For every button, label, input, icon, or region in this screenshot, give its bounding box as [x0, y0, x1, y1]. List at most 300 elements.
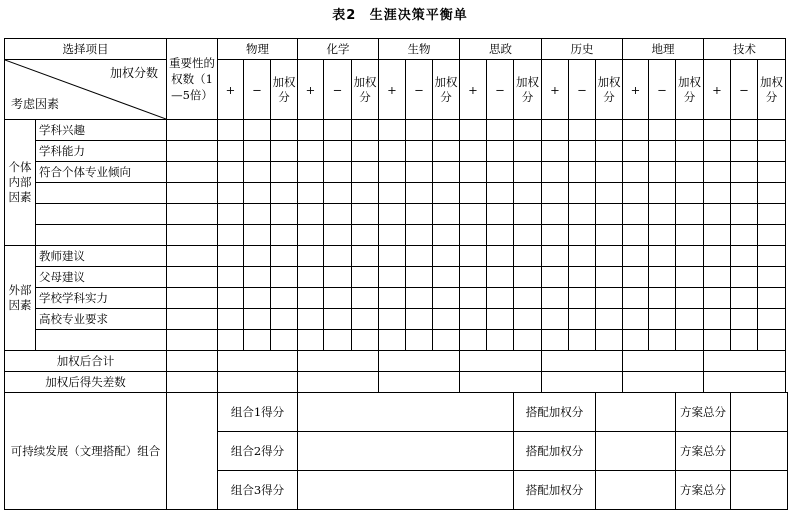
score-cell [298, 141, 324, 162]
score-cell [352, 246, 379, 267]
plan-total-label: 方案总分 [676, 393, 731, 432]
minus-header: − [244, 60, 271, 120]
subject-header: 地理 [623, 39, 704, 60]
score-cell [167, 330, 218, 351]
subject-total-cell [218, 351, 298, 372]
factor-label [36, 330, 167, 351]
score-cell [352, 225, 379, 246]
score-cell [379, 162, 406, 183]
score-cell [167, 372, 218, 393]
plan-total-cell [731, 471, 788, 510]
score-cell [271, 288, 298, 309]
score-cell [271, 162, 298, 183]
factor-row [5, 309, 788, 330]
score-cell [379, 183, 406, 204]
score-cell [379, 225, 406, 246]
score-cell [487, 225, 514, 246]
score-cell [324, 225, 352, 246]
score-cell [596, 246, 623, 267]
subject-diff-cell [218, 372, 298, 393]
score-cell [542, 183, 569, 204]
plan-total-label: 方案总分 [676, 471, 731, 510]
plus-header: + [704, 60, 731, 120]
score-cell [271, 183, 298, 204]
table-title [0, 4, 800, 23]
factor-label: 学科兴趣 [36, 120, 167, 141]
plus-header: + [542, 60, 569, 120]
score-cell [218, 330, 244, 351]
score-cell [514, 246, 542, 267]
weighted-header: 加权分 [352, 60, 379, 120]
subject-header: 思政 [460, 39, 542, 60]
score-cell [758, 204, 786, 225]
subject-total-cell [542, 351, 623, 372]
score-cell [649, 162, 676, 183]
score-cell [676, 246, 704, 267]
score-cell [218, 309, 244, 330]
score-cell [596, 120, 623, 141]
score-cell [676, 225, 704, 246]
sustainable-label: 可持续发展（文理搭配）组合 [5, 393, 167, 510]
score-cell [433, 162, 460, 183]
score-cell [704, 225, 731, 246]
score-cell [167, 120, 218, 141]
score-cell [704, 162, 731, 183]
score-cell [649, 330, 676, 351]
diagonal-header-cell [5, 60, 167, 120]
score-cell [569, 120, 596, 141]
score-cell [244, 330, 271, 351]
score-cell [244, 204, 271, 225]
score-cell [487, 309, 514, 330]
subject-total-cell [460, 351, 542, 372]
score-cell [542, 162, 569, 183]
score-cell [731, 204, 758, 225]
score-cell [324, 246, 352, 267]
minus-header: − [406, 60, 433, 120]
subject-total-cell [298, 351, 379, 372]
score-cell [352, 162, 379, 183]
score-cell [298, 267, 324, 288]
score-cell [704, 267, 731, 288]
score-cell [569, 141, 596, 162]
score-cell [352, 141, 379, 162]
select-item-header: 选择项目 [5, 39, 167, 60]
score-cell [542, 225, 569, 246]
score-cell [596, 288, 623, 309]
combo-score-cell [298, 471, 514, 510]
score-cell [460, 162, 487, 183]
score-cell [487, 120, 514, 141]
score-cell [324, 162, 352, 183]
table-number: 表2 [332, 8, 357, 23]
score-cell [758, 162, 786, 183]
score-cell [758, 120, 786, 141]
score-cell [433, 246, 460, 267]
score-cell [433, 309, 460, 330]
score-cell [514, 288, 542, 309]
score-cell [167, 183, 218, 204]
score-cell [218, 162, 244, 183]
decision-balance-table [4, 38, 788, 510]
score-cell [676, 288, 704, 309]
score-cell [731, 330, 758, 351]
score-cell [704, 246, 731, 267]
score-cell [569, 204, 596, 225]
weighted-total-label: 加权后合计 [5, 351, 167, 372]
score-cell [298, 120, 324, 141]
score-cell [676, 309, 704, 330]
external-group-label: 外部因素 [5, 246, 36, 351]
header-row [5, 39, 788, 60]
factor-label: 学校学科实力 [36, 288, 167, 309]
plus-header: + [379, 60, 406, 120]
factor-row [5, 225, 788, 246]
score-cell [487, 246, 514, 267]
score-cell [649, 288, 676, 309]
subject-total-cell [704, 351, 786, 372]
score-cell [731, 120, 758, 141]
score-cell [244, 288, 271, 309]
table-title-text: 生涯决策平衡单 [369, 8, 468, 23]
score-cell [460, 141, 487, 162]
score-cell [758, 183, 786, 204]
score-cell [649, 246, 676, 267]
score-cell [167, 393, 218, 510]
score-cell [731, 246, 758, 267]
match-weight-label: 搭配加权分 [514, 432, 596, 471]
weighted-header: 加权分 [433, 60, 460, 120]
diag-top-label: 加权分数 [109, 66, 158, 80]
subject-header: 历史 [542, 39, 623, 60]
score-cell [433, 204, 460, 225]
score-cell [596, 225, 623, 246]
score-cell [569, 162, 596, 183]
score-cell [406, 141, 433, 162]
importance-header: 重要性的权数（1—5倍） [167, 39, 218, 120]
score-cell [623, 183, 649, 204]
subject-total-cell [623, 351, 704, 372]
weighted-total-row [5, 351, 788, 372]
match-weight-cell [596, 393, 676, 432]
score-cell [218, 246, 244, 267]
score-cell [324, 309, 352, 330]
subheader-row [5, 60, 788, 120]
weighted-diff-row [5, 372, 788, 393]
plus-header: + [623, 60, 649, 120]
score-cell [271, 309, 298, 330]
score-cell [731, 141, 758, 162]
weighted-diff-label: 加权后得失差数 [5, 372, 167, 393]
weighted-header: 加权分 [596, 60, 623, 120]
score-cell [406, 288, 433, 309]
score-cell [487, 162, 514, 183]
internal-group-label: 个体内部因素 [5, 120, 36, 246]
weighted-header: 加权分 [514, 60, 542, 120]
combo-score-label: 组合3得分 [218, 471, 298, 510]
score-cell [487, 330, 514, 351]
score-cell [731, 309, 758, 330]
score-cell [731, 288, 758, 309]
factor-label: 高校专业要求 [36, 309, 167, 330]
score-cell [542, 330, 569, 351]
score-cell [271, 204, 298, 225]
score-cell [433, 330, 460, 351]
subject-header: 技术 [704, 39, 786, 60]
score-cell [218, 225, 244, 246]
score-cell [244, 309, 271, 330]
score-cell [542, 204, 569, 225]
score-cell [596, 309, 623, 330]
score-cell [758, 141, 786, 162]
score-cell [352, 330, 379, 351]
factor-label: 符合个体专业倾向 [36, 162, 167, 183]
factor-row [5, 330, 788, 351]
minus-header: − [324, 60, 352, 120]
score-cell [649, 141, 676, 162]
score-cell [676, 141, 704, 162]
score-cell [487, 288, 514, 309]
score-cell [352, 120, 379, 141]
plus-header: + [460, 60, 487, 120]
score-cell [406, 225, 433, 246]
factor-label [36, 204, 167, 225]
plan-total-label: 方案总分 [676, 432, 731, 471]
score-cell [244, 183, 271, 204]
subject-header: 化学 [298, 39, 379, 60]
score-cell [298, 246, 324, 267]
subject-header: 物理 [218, 39, 298, 60]
plus-header: + [298, 60, 324, 120]
score-cell [379, 330, 406, 351]
minus-header: − [731, 60, 758, 120]
score-cell [167, 162, 218, 183]
score-cell [244, 246, 271, 267]
score-cell [542, 120, 569, 141]
score-cell [379, 141, 406, 162]
score-cell [167, 246, 218, 267]
score-cell [218, 267, 244, 288]
score-cell [298, 330, 324, 351]
match-weight-cell [596, 432, 676, 471]
score-cell [324, 330, 352, 351]
minus-header: − [649, 60, 676, 120]
match-weight-label: 搭配加权分 [514, 393, 596, 432]
score-cell [244, 267, 271, 288]
score-cell [569, 225, 596, 246]
score-cell [244, 225, 271, 246]
match-weight-cell [596, 471, 676, 510]
score-cell [514, 225, 542, 246]
score-cell [569, 288, 596, 309]
score-cell [649, 267, 676, 288]
score-cell [676, 204, 704, 225]
score-cell [271, 120, 298, 141]
subject-total-cell [379, 351, 460, 372]
score-cell [406, 309, 433, 330]
score-cell [298, 225, 324, 246]
score-cell [244, 141, 271, 162]
score-cell [676, 267, 704, 288]
score-cell [596, 162, 623, 183]
score-cell [514, 162, 542, 183]
score-cell [623, 225, 649, 246]
score-cell [352, 288, 379, 309]
score-cell [731, 162, 758, 183]
score-cell [460, 288, 487, 309]
score-cell [167, 309, 218, 330]
score-cell [433, 288, 460, 309]
score-cell [460, 246, 487, 267]
factor-row [5, 141, 788, 162]
score-cell [460, 267, 487, 288]
factor-label: 学科能力 [36, 141, 167, 162]
score-cell [460, 225, 487, 246]
score-cell [596, 204, 623, 225]
score-cell [649, 183, 676, 204]
score-cell [514, 141, 542, 162]
score-cell [352, 204, 379, 225]
score-cell [704, 183, 731, 204]
score-cell [271, 330, 298, 351]
score-cell [271, 225, 298, 246]
plus-header: + [218, 60, 244, 120]
score-cell [352, 183, 379, 204]
score-cell [324, 141, 352, 162]
score-cell [649, 120, 676, 141]
score-cell [352, 267, 379, 288]
subject-diff-cell [542, 372, 623, 393]
score-cell [514, 330, 542, 351]
score-cell [596, 183, 623, 204]
score-cell [167, 288, 218, 309]
score-cell [731, 225, 758, 246]
plan-total-cell [731, 393, 788, 432]
score-cell [324, 288, 352, 309]
score-cell [487, 204, 514, 225]
score-cell [704, 204, 731, 225]
factor-row [5, 288, 788, 309]
score-cell [758, 246, 786, 267]
score-cell [623, 267, 649, 288]
score-cell [514, 267, 542, 288]
score-cell [731, 183, 758, 204]
score-cell [514, 204, 542, 225]
score-cell [649, 204, 676, 225]
subject-diff-cell [298, 372, 379, 393]
score-cell [167, 204, 218, 225]
score-cell [623, 246, 649, 267]
score-cell [244, 120, 271, 141]
score-cell [623, 162, 649, 183]
score-cell [569, 183, 596, 204]
score-cell [569, 330, 596, 351]
score-cell [167, 141, 218, 162]
score-cell [623, 204, 649, 225]
factor-row [5, 246, 788, 267]
score-cell [406, 162, 433, 183]
score-cell [623, 330, 649, 351]
score-cell [649, 225, 676, 246]
score-cell [379, 120, 406, 141]
subject-diff-cell [460, 372, 542, 393]
score-cell [596, 141, 623, 162]
match-weight-label: 搭配加权分 [514, 471, 596, 510]
score-cell [676, 183, 704, 204]
factor-row [5, 267, 788, 288]
score-cell [460, 204, 487, 225]
combo-score-cell [298, 432, 514, 471]
score-cell [379, 246, 406, 267]
combo-score-cell [298, 393, 514, 432]
score-cell [758, 288, 786, 309]
score-cell [167, 267, 218, 288]
score-cell [244, 162, 271, 183]
score-cell [298, 288, 324, 309]
factor-row [5, 162, 788, 183]
score-cell [514, 183, 542, 204]
factor-label [36, 183, 167, 204]
score-cell [218, 141, 244, 162]
score-cell [352, 309, 379, 330]
weighted-header: 加权分 [676, 60, 704, 120]
factor-label: 教师建议 [36, 246, 167, 267]
score-cell [433, 183, 460, 204]
score-cell [542, 141, 569, 162]
score-cell [758, 330, 786, 351]
score-cell [167, 225, 218, 246]
score-cell [298, 204, 324, 225]
weighted-header: 加权分 [758, 60, 786, 120]
minus-header: − [487, 60, 514, 120]
score-cell [569, 309, 596, 330]
factor-row [5, 204, 788, 225]
score-cell [704, 141, 731, 162]
factor-label: 父母建议 [36, 267, 167, 288]
score-cell [298, 309, 324, 330]
score-cell [487, 183, 514, 204]
subject-diff-cell [379, 372, 460, 393]
score-cell [379, 309, 406, 330]
factor-label [36, 225, 167, 246]
score-cell [569, 267, 596, 288]
score-cell [406, 267, 433, 288]
score-cell [298, 183, 324, 204]
score-cell [487, 141, 514, 162]
score-cell [596, 330, 623, 351]
score-cell [542, 267, 569, 288]
score-cell [433, 141, 460, 162]
score-cell [649, 309, 676, 330]
score-cell [433, 225, 460, 246]
score-cell [596, 267, 623, 288]
score-cell [623, 120, 649, 141]
combo-row [5, 393, 788, 432]
score-cell [406, 330, 433, 351]
score-cell [514, 309, 542, 330]
score-cell [324, 183, 352, 204]
score-cell [218, 183, 244, 204]
score-cell [406, 120, 433, 141]
score-cell [542, 246, 569, 267]
score-cell [218, 120, 244, 141]
score-cell [731, 267, 758, 288]
score-cell [298, 162, 324, 183]
score-cell [433, 267, 460, 288]
subject-diff-cell [623, 372, 704, 393]
score-cell [460, 183, 487, 204]
score-cell [379, 204, 406, 225]
